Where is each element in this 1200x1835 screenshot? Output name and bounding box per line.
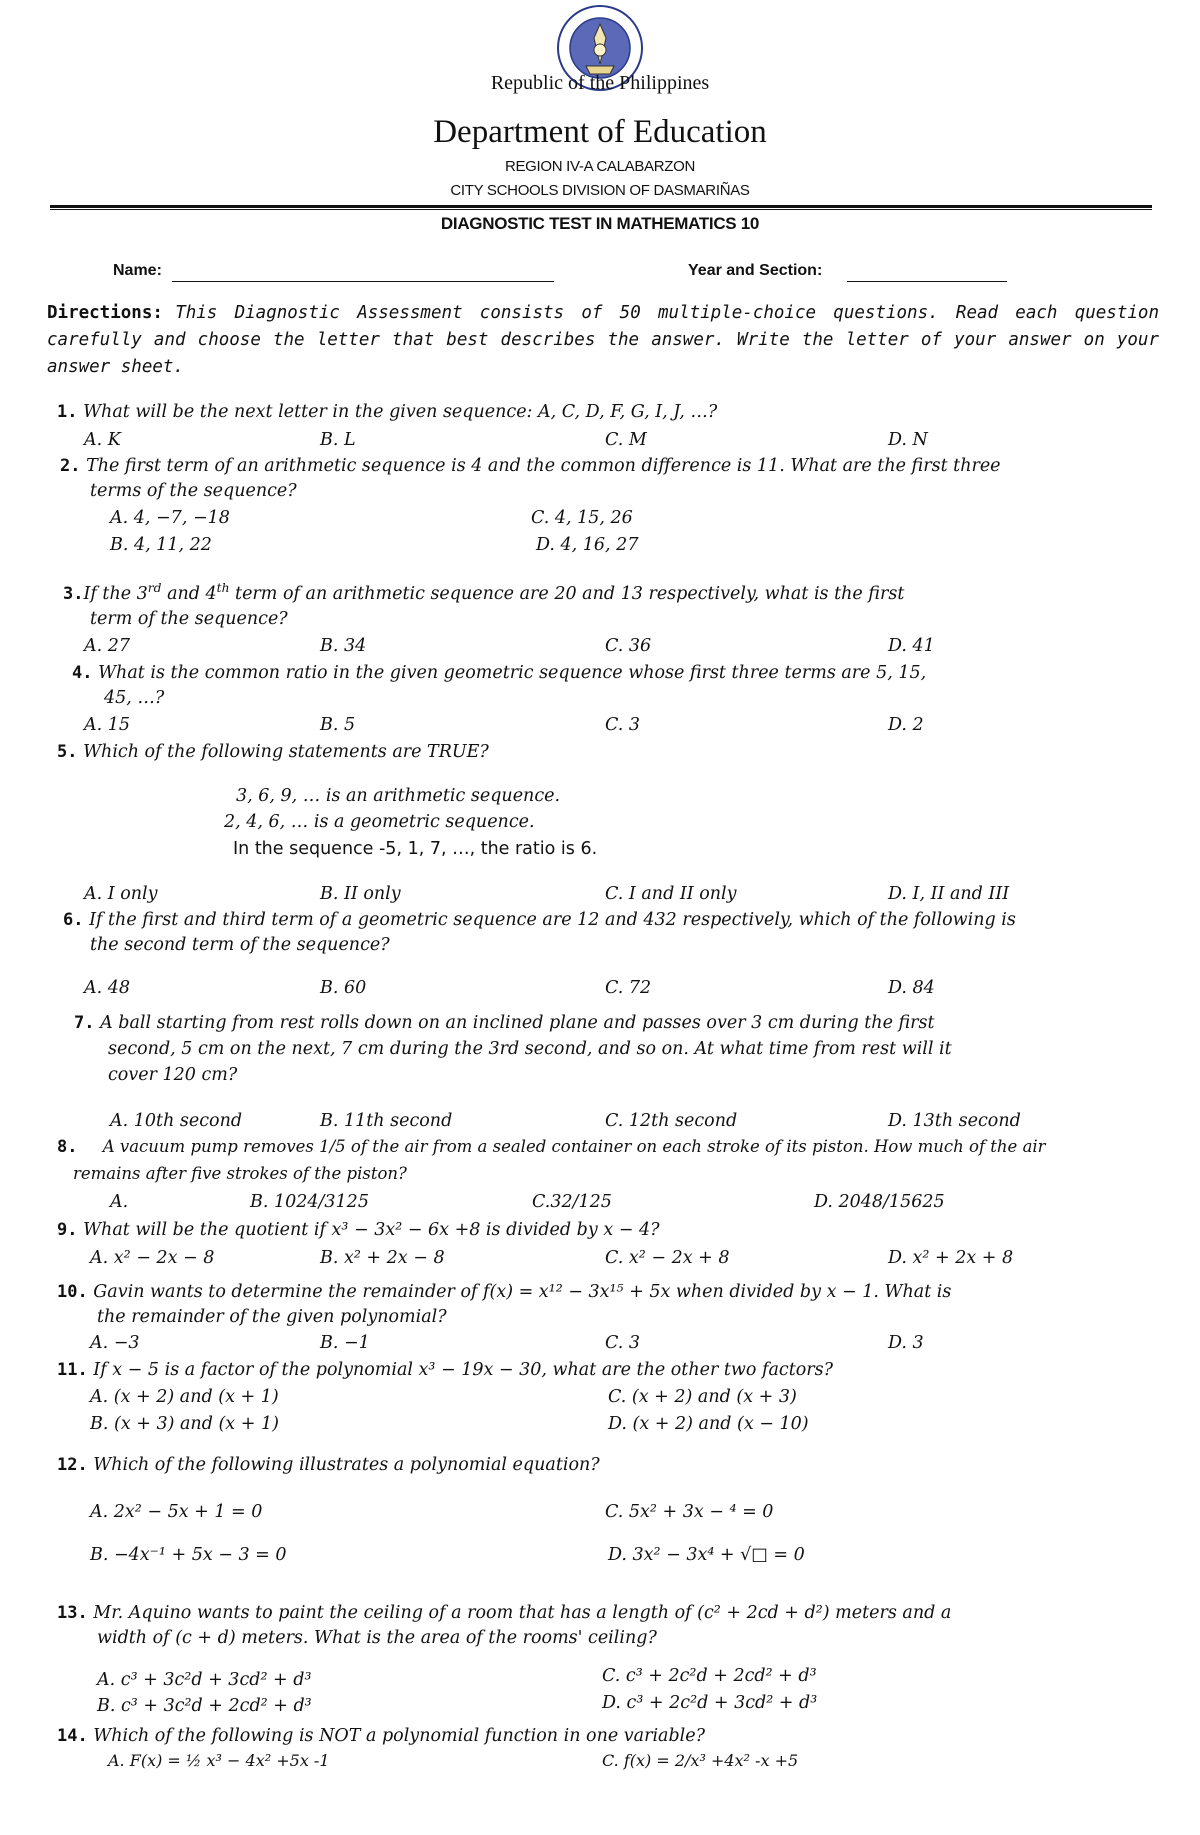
q5-statement-3: In the sequence -5, 1, 7, …, the ratio is 6. [233, 839, 598, 859]
question-5: 5. Which of the following statements are TRUE? [57, 742, 489, 762]
q7-option-a: A. 10th second [110, 1111, 243, 1131]
q11-option-b: B. (x + 3) and (x + 1) [90, 1414, 279, 1434]
question-12-text: Which of the following illustrates a polynomial equation? [93, 1455, 600, 1475]
q10-option-a: A. −3 [90, 1333, 140, 1353]
section-field[interactable] [847, 281, 1007, 282]
name-label: Name: [113, 262, 162, 279]
republic-label: Republic of the Philippines [490, 72, 710, 94]
q2-option-c: C. 4, 15, 26 [531, 508, 633, 528]
q3-option-b: B. 34 [320, 636, 367, 656]
question-3: 3.If the 3rd and 4th term of an arithmetic sequence are 20 and 13 respectively, what is the first [63, 581, 905, 604]
q14-option-a: A. F(x) = ½ x³ − 4x² +5x -1 [108, 1751, 330, 1770]
question-8: 8. A vacuum pump removes 1/5 of the air from a sealed container on each stroke of its piston. How much of the air [57, 1137, 1046, 1157]
directions-label: Directions: [47, 303, 163, 323]
question-7: 7. A ball starting from rest rolls down on an inclined plane and passes over 3 cm during the first [74, 1013, 935, 1033]
question-3-line2: term of the sequence? [90, 609, 288, 629]
q13-option-c: C. c³ + 2c²d + 2cd² + d³ [602, 1666, 817, 1686]
question-11: 11. If x − 5 is a factor of the polynomial x³ − 19x − 30, what are the other two factors? [57, 1360, 834, 1380]
question-6: 6. If the first and third term of a geometric sequence are 12 and 432 respectively, which of the following is [63, 910, 1016, 930]
question-4: 4. What is the common ratio in the given geometric sequence whose first three terms are 5, 15, [72, 663, 927, 683]
question-10: 10. Gavin wants to determine the remainder of f(x) = x¹² − 3x¹⁵ + 5x when divided by x − 1. What is [57, 1282, 952, 1302]
q13-option-a: A. c³ + 3c²d + 3cd² + d³ [97, 1670, 312, 1690]
q11-option-c: C. (x + 2) and (x + 3) [608, 1387, 797, 1407]
question-6-text: If the first and third term of a geometric sequence are 12 and 432 respectively, which of the following is [89, 910, 1016, 930]
q8-option-d: D. 2048/15625 [814, 1192, 945, 1212]
q2-option-b: B. 4, 11, 22 [110, 535, 212, 555]
q2-option-d: D. 4, 16, 27 [536, 535, 639, 555]
q12-option-a: A. 2x² − 5x + 1 = 0 [90, 1502, 263, 1522]
question-10-line2: the remainder of the given polynomial? [97, 1307, 447, 1327]
q5-option-d: D. I, II and III [888, 884, 1010, 904]
name-field[interactable] [172, 281, 554, 282]
q7-option-d: D. 13th second [888, 1111, 1021, 1131]
q6-option-d: D. 84 [888, 978, 935, 998]
q12-option-d: D. 3x² − 3x⁴ + √□ = 0 [608, 1545, 805, 1565]
q7-option-b: B. 11th second [320, 1111, 453, 1131]
q12-option-b: B. −4x⁻¹ + 5x − 3 = 0 [90, 1545, 287, 1565]
question-2-line2: terms of the sequence? [90, 481, 297, 501]
q8-option-c: C.32/125 [532, 1192, 612, 1212]
question-1-text: What will be the next letter in the given sequence: A, C, D, F, G, I, J, …? [83, 402, 718, 422]
q10-option-d: D. 3 [888, 1333, 924, 1353]
question-9-text: What will be the quotient if x³ − 3x² − 6x +8 is divided by x − 4? [83, 1220, 660, 1240]
q2-option-a: A. 4, −7, −18 [110, 508, 230, 528]
q8-option-a: A. [110, 1192, 129, 1212]
question-6-line2: the second term of the sequence? [90, 935, 390, 955]
question-14: 14. Which of the following is NOT a polynomial function in one variable? [57, 1726, 706, 1746]
q5-option-b: B. II only [320, 884, 401, 904]
division-label: CITY SCHOOLS DIVISION OF DASMARIÑAS [450, 182, 750, 199]
q10-option-b: B. −1 [320, 1333, 370, 1353]
section-label: Year and Section: [688, 262, 823, 279]
q6-option-a: A. 48 [84, 978, 131, 998]
question-13-line2: width of (c + d) meters. What is the area of the rooms' ceiling? [97, 1628, 657, 1648]
q3-option-c: C. 36 [605, 636, 652, 656]
q13-option-b: B. c³ + 3c²d + 2cd² + d³ [97, 1696, 312, 1716]
question-5-text: Which of the following statements are TRUE? [83, 742, 489, 762]
q5-statement-2: 2, 4, 6, … is a geometric sequence. [224, 812, 535, 832]
q5-statement-1: 3, 6, 9, … is an arithmetic sequence. [236, 786, 561, 806]
q9-option-c: C. x² − 2x + 8 [605, 1248, 730, 1268]
q7-option-c: C. 12th second [605, 1111, 738, 1131]
question-2: 2. The first term of an arithmetic sequence is 4 and the common difference is 11. What are the first three [60, 456, 1001, 476]
region-label: REGION IV-A CALABARZON [504, 158, 696, 175]
q3-option-a: A. 27 [84, 636, 131, 656]
question-7-line3: cover 120 cm? [108, 1065, 238, 1085]
department-title: Department of Education [433, 114, 767, 150]
question-13: 13. Mr. Aquino wants to paint the ceiling of a room that has a length of (c² + 2cd + d²) meters and a [57, 1603, 952, 1623]
test-title: DIAGNOSTIC TEST IN MATHEMATICS 10 [440, 214, 760, 233]
q4-option-d: D. 2 [888, 715, 924, 735]
q1-option-d: D. N [888, 430, 928, 450]
q9-option-a: A. x² − 2x − 8 [90, 1248, 215, 1268]
q5-option-c: C. I and II only [605, 884, 737, 904]
q1-option-c: C. M [605, 430, 647, 450]
q4-option-b: B. 5 [320, 715, 356, 735]
header-divider [50, 205, 1152, 210]
question-1: 1. What will be the next letter in the given sequence: A, C, D, F, G, I, J, …? [57, 402, 718, 422]
question-13-text: Mr. Aquino wants to paint the ceiling of a room that has a length of (c² + 2cd + d²) meters and a [93, 1603, 952, 1623]
q11-option-d: D. (x + 2) and (x − 10) [608, 1414, 809, 1434]
question-2-text: The first term of an arithmetic sequence is 4 and the common difference is 11. What are the first three [86, 456, 1001, 476]
question-9: 9. What will be the quotient if x³ − 3x² − 6x +8 is divided by x − 4? [57, 1220, 660, 1240]
q1-option-a: A. K [84, 430, 121, 450]
q10-option-c: C. 3 [605, 1333, 641, 1353]
question-4-line2: 45, …? [104, 688, 165, 708]
q3-option-d: D. 41 [888, 636, 935, 656]
q9-option-d: D. x² + 2x + 8 [888, 1248, 1014, 1268]
q11-option-a: A. (x + 2) and (x + 1) [90, 1387, 279, 1407]
q4-option-a: A. 15 [84, 715, 131, 735]
question-8-text: A vacuum pump removes 1/5 of the air from a sealed container on each stroke of its piston. How much of the air [102, 1137, 1046, 1156]
q6-option-b: B. 60 [320, 978, 367, 998]
question-12: 12. Which of the following illustrates a polynomial equation? [57, 1455, 600, 1475]
q8-option-b: B. 1024/3125 [250, 1192, 369, 1212]
q9-option-b: B. x² + 2x − 8 [320, 1248, 445, 1268]
q4-option-c: C. 3 [605, 715, 641, 735]
directions-text: This Diagnostic Assessment consists of 50 multiple-choice questions. Read each question carefully and choose the letter that best describes the answer. Write the letter of your answer on your answer sheet. [47, 303, 1159, 377]
question-4-text: What is the common ratio in the given geometric sequence whose first three terms are 5, 15, [98, 663, 927, 683]
q6-option-c: C. 72 [605, 978, 652, 998]
q12-option-c: C. 5x² + 3x − ⁴ = 0 [605, 1502, 774, 1522]
q13-option-d: D. c³ + 2c²d + 3cd² + d³ [602, 1693, 818, 1713]
question-7-text: A ball starting from rest rolls down on an inclined plane and passes over 3 cm during the first [100, 1013, 935, 1033]
question-7-line2: second, 5 cm on the next, 7 cm during the 3rd second, and so on. At what time from rest will it [108, 1039, 952, 1059]
directions [47, 300, 1159, 381]
q1-option-b: B. L [320, 430, 356, 450]
q5-option-a: A. I only [84, 884, 158, 904]
q14-option-c: C. f(x) = 2/x³ +4x² -x +5 [602, 1751, 799, 1770]
question-14-text: Which of the following is NOT a polynomial function in one variable? [93, 1726, 706, 1746]
question-8-line2: remains after five strokes of the piston? [73, 1164, 407, 1183]
question-11-text: If x − 5 is a factor of the polynomial x³ − 19x − 30, what are the other two factors? [93, 1360, 834, 1380]
question-10-text: Gavin wants to determine the remainder of f(x) = x¹² − 3x¹⁵ + 5x when divided by x − 1. What is [93, 1282, 952, 1302]
